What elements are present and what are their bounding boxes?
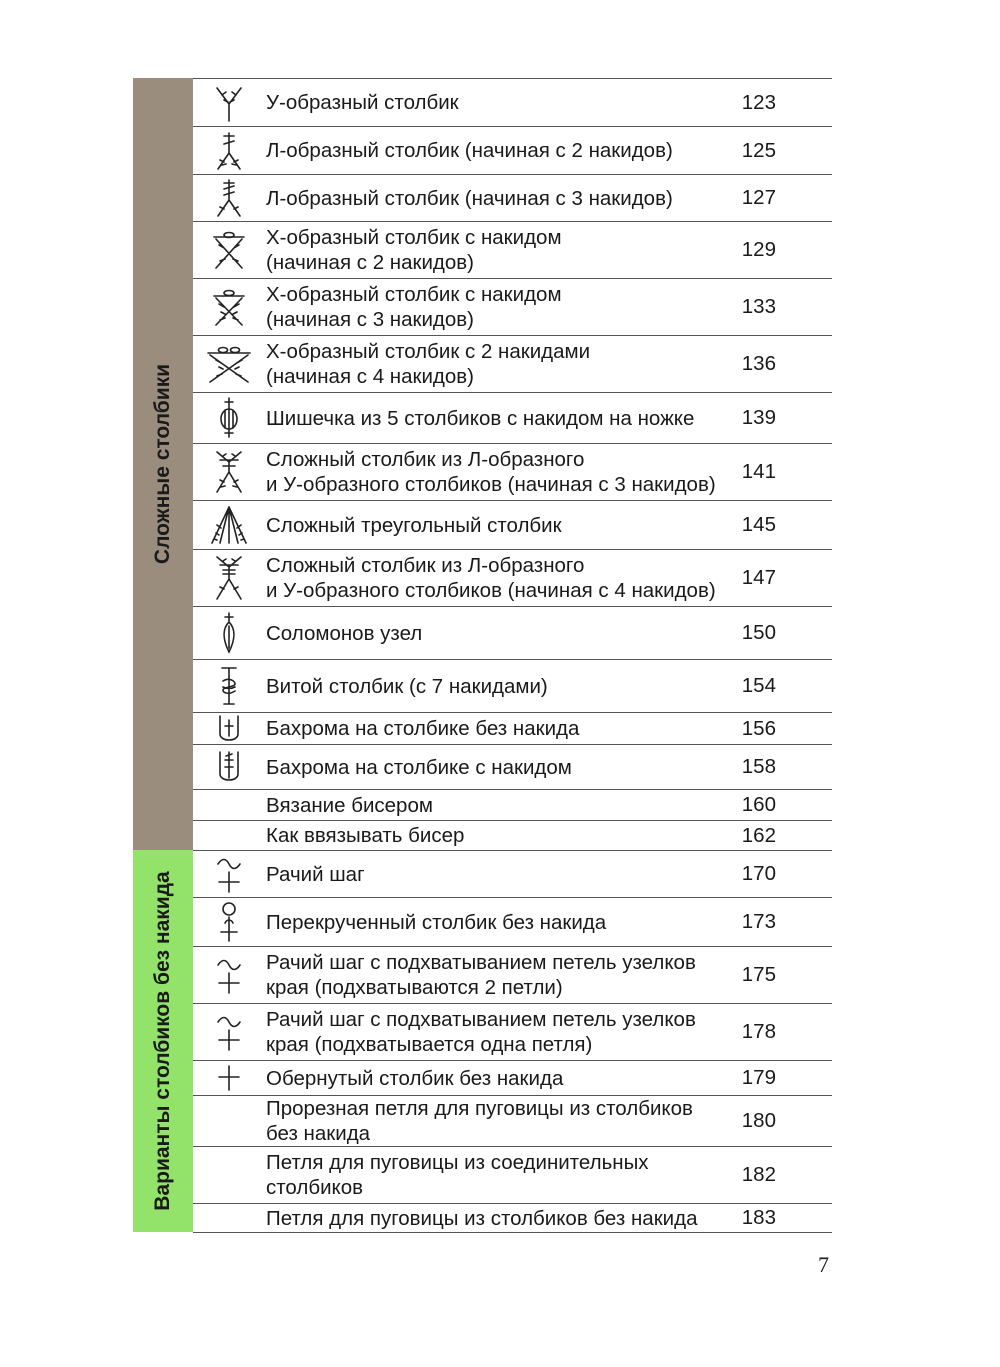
toc-entry-page: 147 xyxy=(741,566,776,589)
toc-entry-page: 183 xyxy=(741,1206,776,1229)
toc-entry-page: 170 xyxy=(741,862,776,885)
toc-entry-title: Вязание бисером xyxy=(266,793,433,817)
toc-entry-title: Сложный треугольный столбик xyxy=(266,513,562,537)
toc-entry-page: 162 xyxy=(741,823,776,847)
inverted-y-stitch-3-wraps-icon xyxy=(193,175,265,221)
toc-row[interactable] xyxy=(193,335,832,392)
toc-entry-page: 125 xyxy=(741,138,776,162)
toc-entry-page: 139 xyxy=(741,406,776,429)
toc-entry-page: 178 xyxy=(741,1020,776,1043)
cone-stitch-icon xyxy=(193,393,265,443)
x-stitch-4-wraps-icon xyxy=(193,336,265,392)
toc-row[interactable] xyxy=(193,820,832,850)
toc-entry-page: 145 xyxy=(741,513,776,536)
symbol-cell xyxy=(193,1096,265,1146)
symbol-cell xyxy=(193,821,265,850)
toc-entry-title: Рачий шаг с подхватыванием петель узелков края (подхватываются 2 петли) xyxy=(266,951,696,999)
toc-entry-title: Перекрученный столбик без накида xyxy=(266,910,607,934)
crab-stitch-icon xyxy=(193,851,265,897)
symbol-cell xyxy=(193,790,265,820)
section-single-crochet-variants xyxy=(133,850,193,1232)
toc-row[interactable] xyxy=(193,946,832,1003)
toc-entry-page: 136 xyxy=(741,352,776,375)
toc-row[interactable] xyxy=(193,392,832,443)
section-label: Варианты столбиков без накида xyxy=(151,871,174,1211)
toc-row[interactable] xyxy=(193,1146,832,1203)
toc-row[interactable] xyxy=(193,1060,832,1095)
toc-entry-title: Рачий шаг xyxy=(266,862,365,886)
toc-row[interactable] xyxy=(193,1003,832,1060)
toc-entry-title: Сложный столбик из Л-образного и У-образного столбиков (начиная с 3 накидов) xyxy=(266,448,716,496)
toc-row[interactable] xyxy=(193,221,832,278)
toc-entry-title: Прорезная петля для пуговицы из столбиков без накида xyxy=(266,1097,693,1145)
solomon-knot-icon xyxy=(193,607,265,659)
toc-entry-page: 182 xyxy=(741,1163,776,1186)
toc-row[interactable] xyxy=(193,606,832,659)
toc-entry-page: 180 xyxy=(741,1109,776,1132)
toc-entry-page: 127 xyxy=(741,186,776,209)
toc-entry-title: Бахрома на столбике с накидом xyxy=(266,755,572,779)
toc-entry-title: Сложный столбик из Л-образного и У-образного столбиков (начиная с 4 накидов) xyxy=(266,554,716,602)
fringe-double-icon xyxy=(193,745,265,789)
x-stitch-2-wraps-icon xyxy=(193,222,265,278)
complex-stitch-4-wraps-icon xyxy=(193,550,265,606)
section-complex-stitches xyxy=(133,78,193,850)
triangle-stitch-icon xyxy=(193,501,265,549)
toc-row[interactable] xyxy=(193,500,832,549)
toc-entry-title: Петля для пуговицы из соединительных столбиков xyxy=(266,1151,649,1199)
toc-entry-page: 158 xyxy=(741,755,776,778)
symbol-cell xyxy=(193,1147,265,1203)
toc-entry-title: Х-образный столбик с 2 накидами (начиная с 4 накидов) xyxy=(266,340,591,388)
toc-row[interactable] xyxy=(193,744,832,789)
twisted-single-crochet-icon xyxy=(193,898,265,946)
symbol-cell xyxy=(193,1204,265,1232)
toc-entry-title: Шишечка из 5 столбиков с накидом на ножке xyxy=(266,406,695,430)
toc-entry-title: Петля для пуговицы из столбиков без накида xyxy=(266,1206,698,1230)
x-stitch-3-wraps-icon xyxy=(193,279,265,335)
toc-row[interactable] xyxy=(193,549,832,606)
toc-entry-page: 129 xyxy=(741,238,776,261)
toc-entry-title: Бахрома на столбике без накида xyxy=(266,717,580,740)
toc-row[interactable] xyxy=(193,850,832,897)
toc-row[interactable] xyxy=(193,897,832,946)
toc-entry-title: Рачий шаг с подхватыванием петель узелков края (подхватывается одна петля) xyxy=(266,1008,696,1056)
toc-entry-title: Х-образный столбик с накидом (начиная с 3 накидов) xyxy=(266,283,562,331)
toc-entry-page: 160 xyxy=(741,793,776,816)
toc-entry-title: Л-образный столбик (начиная с 2 накидов) xyxy=(266,139,673,162)
toc-entry-page: 150 xyxy=(741,621,776,644)
inverted-y-stitch-2-wraps-icon xyxy=(193,127,265,174)
single-crochet-icon xyxy=(193,1061,265,1095)
toc-row[interactable] xyxy=(193,443,832,500)
toc-row[interactable] xyxy=(193,278,832,335)
toc-entry-title: Х-образный столбик с накидом (начиная с 2 накидов) xyxy=(266,226,562,274)
complex-stitch-3-wraps-icon xyxy=(193,444,265,500)
toc-entry-title: Обернутый столбик без накида xyxy=(266,1066,564,1090)
toc-entry-title: Как ввязывать бисер xyxy=(266,824,465,847)
toc-entry-title: Л-образный столбик (начиная с 3 накидов) xyxy=(266,186,673,210)
toc-entry-page: 154 xyxy=(741,674,776,697)
toc-entry-page: 156 xyxy=(741,716,776,740)
crab-stitch-icon xyxy=(193,947,265,1003)
toc-entry-page: 175 xyxy=(741,963,776,986)
toc-row[interactable] xyxy=(193,1095,832,1146)
toc-entry-page: 133 xyxy=(741,295,776,318)
toc-entry-page: 173 xyxy=(741,910,776,933)
fringe-single-icon xyxy=(193,713,265,744)
crab-stitch-icon xyxy=(193,1004,265,1060)
y-shaped-stitch-icon xyxy=(193,79,265,126)
toc-row[interactable] xyxy=(193,1203,832,1233)
toc-row[interactable] xyxy=(193,789,832,820)
page-number: 7 xyxy=(818,1252,829,1277)
toc-row[interactable] xyxy=(193,78,832,126)
toc-entry-page: 123 xyxy=(741,90,776,114)
toc-row[interactable] xyxy=(193,174,832,221)
toc-row[interactable] xyxy=(193,659,832,712)
toc-row[interactable] xyxy=(193,712,832,744)
toc-entry-title: Соломонов узел xyxy=(266,621,423,645)
section-label: Сложные столбики xyxy=(151,363,174,565)
toc-entry-title: У-образный столбик xyxy=(266,91,459,114)
toc-row[interactable] xyxy=(193,126,832,174)
toc-entry-page: 179 xyxy=(741,1066,776,1089)
toc-entry-page: 141 xyxy=(741,460,776,483)
twisted-stitch-icon xyxy=(193,660,265,712)
toc-entry-title: Витой столбик (с 7 накидами) xyxy=(266,674,548,698)
